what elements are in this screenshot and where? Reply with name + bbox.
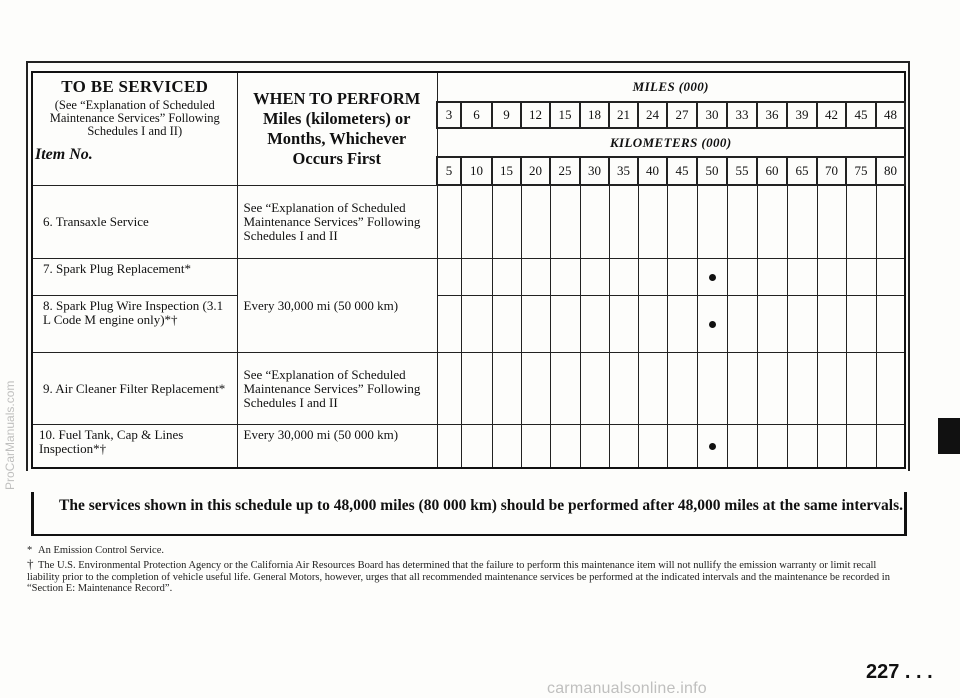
section-tab-marker: [938, 418, 960, 454]
item-label: 8. Spark Plug Wire Inspection (3.1 L Code M engine only)*†: [43, 297, 224, 327]
frame-top-line: [26, 61, 910, 63]
schedule-cell: [846, 424, 876, 468]
schedule-cell: [461, 295, 492, 352]
miles-col-45: 45: [846, 102, 876, 128]
schedule-cell: [609, 352, 638, 424]
schedule-cell: [667, 258, 697, 295]
km-col-25: 25: [550, 157, 580, 185]
schedule-cell: [697, 352, 727, 424]
miles-label: MILES (000): [632, 79, 709, 94]
schedule-cell: [727, 185, 757, 258]
item-cell: [32, 424, 237, 468]
schedule-cell: [638, 295, 667, 352]
when-to-perform-header: [237, 72, 437, 185]
km-col-80: 80: [876, 157, 905, 185]
schedule-cell: [437, 424, 461, 468]
kilometers-header: [437, 128, 905, 157]
schedule-cell: [580, 258, 609, 295]
schedule-cell: [638, 185, 667, 258]
schedule-cell: [550, 295, 580, 352]
schedule-cell: [609, 258, 638, 295]
asterisk-mark: *: [27, 545, 33, 556]
interval-label: Every 30,000 mi (50 000 km): [243, 426, 399, 442]
schedule-cell: [609, 295, 638, 352]
miles-col-6: 6: [461, 102, 492, 128]
miles-col-33: 33: [727, 102, 757, 128]
interval-cell: [237, 258, 437, 352]
schedule-cell: [817, 185, 846, 258]
interval-label: See “Explanation of Scheduled Maintenance Services” Following Schedules I and II: [243, 366, 421, 410]
km-col-5: 5: [437, 157, 461, 185]
item-cell: [32, 352, 237, 424]
when-to-perform-title: WHEN TO PERFORM Miles (kilometers) or Months, Whichever Occurs First: [253, 88, 421, 168]
schedule-cell: [550, 258, 580, 295]
schedule-cell: [521, 295, 550, 352]
interval-cell: [237, 424, 437, 468]
schedule-cell: [609, 424, 638, 468]
schedule-cell: [846, 295, 876, 352]
schedule-cell: [492, 185, 521, 258]
schedule-cell: [757, 424, 787, 468]
to-be-serviced-title: TO BE SERVICED: [61, 77, 209, 96]
schedule-cell: [846, 352, 876, 424]
miles-col-30: 30: [697, 102, 727, 128]
item-label: 10. Fuel Tank, Cap & Lines Inspection*†: [39, 426, 184, 456]
schedule-cell: [876, 258, 905, 295]
schedule-cell: [609, 185, 638, 258]
schedule-cell: [757, 258, 787, 295]
schedule-cell: [492, 352, 521, 424]
miles-col-39: 39: [787, 102, 817, 128]
see-explanation-note: (See “Explanation of Scheduled Maintenance Services” Following Schedules I and II): [49, 98, 220, 138]
schedule-cell: [461, 185, 492, 258]
schedule-cell: [521, 424, 550, 468]
km-col-60: 60: [757, 157, 787, 185]
frame-left-line: [26, 61, 28, 471]
km-col-35: 35: [609, 157, 638, 185]
item-label: 6. Transaxle Service: [43, 214, 149, 229]
miles-col-3: 3: [437, 102, 461, 128]
miles-col-12: 12: [521, 102, 550, 128]
km-col-50: 50: [697, 157, 727, 185]
km-col-65: 65: [787, 157, 817, 185]
schedule-cell: [580, 424, 609, 468]
schedule-cell: [876, 424, 905, 468]
service-due-dot: [709, 443, 716, 450]
schedule-cell: [787, 258, 817, 295]
table-row: [32, 258, 905, 295]
schedule-cell: [437, 185, 461, 258]
schedule-cell: [461, 352, 492, 424]
schedule-cell: [817, 352, 846, 424]
schedule-cell: [757, 185, 787, 258]
asterisk-text: An Emission Control Service.: [38, 545, 164, 556]
km-col-75: 75: [846, 157, 876, 185]
schedule-cell: [667, 424, 697, 468]
miles-col-48: 48: [876, 102, 905, 128]
miles-col-9: 9: [492, 102, 521, 128]
schedule-cell: [727, 295, 757, 352]
maintenance-schedule-table: [31, 71, 906, 469]
km-col-45: 45: [667, 157, 697, 185]
footnote-dagger: [27, 558, 907, 595]
schedule-cell: [437, 352, 461, 424]
schedule-cell: [787, 185, 817, 258]
km-col-20: 20: [521, 157, 550, 185]
km-col-40: 40: [638, 157, 667, 185]
item-cell: [32, 295, 237, 352]
schedule-cell: [521, 258, 550, 295]
km-col-10: 10: [461, 157, 492, 185]
schedule-cell: [876, 352, 905, 424]
schedule-cell: [580, 352, 609, 424]
schedule-cell: [437, 258, 461, 295]
side-watermark: ProCarManuals.com: [3, 380, 17, 490]
schedule-cell: [638, 424, 667, 468]
schedule-cell: [697, 185, 727, 258]
schedule-cell: [492, 295, 521, 352]
interval-label: Every 30,000 mi (50 000 km): [243, 297, 399, 313]
schedule-cell: [757, 352, 787, 424]
table-row: [32, 352, 905, 424]
km-col-55: 55: [727, 157, 757, 185]
schedule-cell: [697, 295, 727, 352]
schedule-cell: [727, 352, 757, 424]
schedule-cell: [492, 258, 521, 295]
interval-cell: [237, 185, 437, 258]
schedule-cell: [787, 295, 817, 352]
schedule-cell: [667, 185, 697, 258]
schedule-cell: [521, 185, 550, 258]
bottom-watermark: carmanualsonline.info: [547, 680, 707, 697]
schedule-cell: [580, 295, 609, 352]
schedule-cell: [521, 352, 550, 424]
schedule-cell: [461, 258, 492, 295]
schedule-cell: [757, 295, 787, 352]
km-col-30: 30: [580, 157, 609, 185]
frame-right-line: [908, 61, 910, 471]
schedule-cell: [638, 352, 667, 424]
miles-col-27: 27: [667, 102, 697, 128]
schedule-cell: [817, 424, 846, 468]
table-row: [32, 295, 905, 352]
page-number: 227 . . .: [866, 661, 933, 683]
schedule-cell: [787, 424, 817, 468]
schedule-cell: [580, 185, 609, 258]
schedule-cell: [667, 295, 697, 352]
schedule-cell: [437, 295, 461, 352]
schedule-cell: [727, 258, 757, 295]
schedule-cell: [846, 185, 876, 258]
schedule-cell: [638, 258, 667, 295]
kilometers-label: KILOMETERS (000): [609, 134, 732, 150]
item-cell: [32, 185, 237, 258]
miles-col-18: 18: [580, 102, 609, 128]
item-label: 9. Air Cleaner Filter Replacement*: [43, 380, 226, 396]
miles-col-15: 15: [550, 102, 580, 128]
schedule-cell: [727, 424, 757, 468]
schedule-notice-box: [31, 492, 907, 536]
to-be-serviced-header: [32, 72, 237, 185]
schedule-cell: [876, 185, 905, 258]
schedule-cell: [667, 352, 697, 424]
km-col-15: 15: [492, 157, 521, 185]
schedule-cell: [550, 185, 580, 258]
table-row: [32, 424, 905, 468]
schedule-cell: [461, 424, 492, 468]
dagger-text: The U.S. Environmental Protection Agency or the California Air Resources Board has determined that the failure to perform this maintenance item will not nullify the emission warranty or limit recall liability prior to the completion of vehicle useful life. General Motors, however, urges that all recommended maintenance services be performed at the indicated intervals and the maintenance be recorded in “Section E: Maintenance Record”.: [27, 560, 890, 594]
item-label: 7. Spark Plug Replacement*: [43, 260, 192, 276]
schedule-cell: [697, 424, 727, 468]
schedule-cell: [787, 352, 817, 424]
item-cell: [32, 258, 237, 295]
interval-label: See “Explanation of Scheduled Maintenance Services” Following Schedules I and II: [243, 200, 421, 243]
miles-col-21: 21: [609, 102, 638, 128]
schedule-cell: [697, 258, 727, 295]
miles-col-36: 36: [757, 102, 787, 128]
item-no-label: Item No.: [35, 146, 93, 163]
schedule-cell: [817, 258, 846, 295]
schedule-notice: The services shown in this schedule up to 48,000 miles (80 000 km) should be performed after 48,000 miles at the same intervals.: [59, 497, 904, 514]
service-due-dot: [709, 321, 716, 328]
dagger-mark: †: [27, 556, 34, 571]
miles-col-42: 42: [817, 102, 846, 128]
service-due-dot: [709, 274, 716, 281]
table-row: [32, 185, 905, 258]
schedule-cell: [876, 295, 905, 352]
footnote-asterisk: [27, 545, 907, 557]
miles-col-24: 24: [638, 102, 667, 128]
schedule-cell: [550, 352, 580, 424]
schedule-cell: [846, 258, 876, 295]
interval-cell: [237, 352, 437, 424]
miles-header: [437, 72, 905, 102]
schedule-cell: [550, 424, 580, 468]
km-col-70: 70: [817, 157, 846, 185]
schedule-cell: [492, 424, 521, 468]
schedule-cell: [817, 295, 846, 352]
